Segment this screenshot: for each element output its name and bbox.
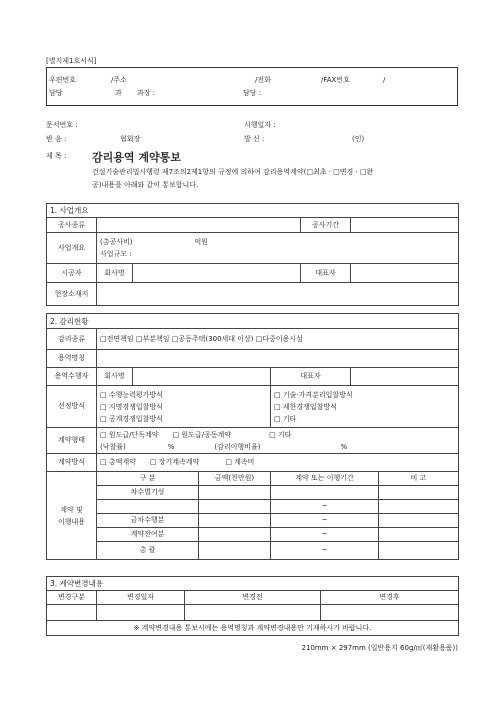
dept-label: 과 — [115, 89, 122, 97]
issue-date-label: 시행일자 : — [244, 121, 276, 129]
change-type-field[interactable] — [47, 605, 97, 621]
body-line-1: 건설기술관리법시행령 제7조의2제1항의 규정에 의하여 감리용역계약(□최초 · □변경 · □완 — [92, 168, 374, 176]
supervision-ratio-label: (감리이행비율) — [214, 442, 261, 451]
contact-label: 담당 — [49, 89, 63, 97]
subject-label: 제 목 : — [46, 152, 67, 160]
phone-label: /전화 — [255, 76, 271, 84]
section3-table — [46, 576, 459, 636]
contract-form-field[interactable] — [97, 428, 459, 454]
overview-label: 사업개요 — [47, 233, 97, 264]
amount-field[interactable] — [199, 542, 271, 560]
change-note: ※ 계약변경내용 통보시에는 용역명칭과 계약변경내용만 기재하시기 바랍니다. — [47, 621, 459, 636]
service-name-label: 용역명칭 — [47, 350, 97, 368]
content-header-period: 계약 또는 이행기간 — [271, 472, 379, 486]
construction-type-label: 공사종류 — [47, 218, 97, 233]
remarks-field[interactable] — [379, 514, 459, 528]
percent-sign: % — [340, 442, 348, 451]
method-option[interactable]: □ 총액계약 — [100, 458, 136, 466]
content-label-line1: 계약 및 — [60, 505, 83, 514]
content-row-label — [97, 500, 199, 514]
fax-slash: / — [383, 76, 386, 84]
staff-label: 담당 : — [243, 89, 262, 97]
change-date-field[interactable] — [97, 605, 185, 621]
change-date-header: 변경일자 — [97, 591, 185, 605]
period-tilde[interactable] — [271, 486, 379, 500]
zip-label: 우편번호 — [49, 76, 77, 84]
remarks-field[interactable] — [379, 528, 459, 542]
remarks-field[interactable] — [379, 542, 459, 560]
selection-option[interactable]: □ 기술·가격분리입찰방식 — [274, 390, 353, 399]
content-label-line2: 이행내용 — [57, 517, 86, 526]
period-tilde[interactable]: ~ — [271, 514, 379, 528]
after-change-header: 변경후 — [321, 591, 459, 605]
doc-number-label: 문서번호 : — [46, 121, 78, 129]
content-row-label: 총 괄 — [97, 542, 199, 560]
section1-title: 1. 사업개요 — [47, 204, 459, 218]
change-type-header: 변경구분 — [47, 591, 97, 605]
contract-form-label: 계약형태 — [47, 428, 97, 454]
owner-ceo-label: 대표자 — [301, 264, 351, 283]
contract-method-field[interactable] — [97, 454, 459, 472]
section1-table — [46, 203, 459, 306]
contract-form-option[interactable]: □ 기타 — [269, 430, 292, 439]
period-tilde[interactable]: ~ — [271, 500, 379, 514]
selection-option[interactable]: □ 제한경쟁입찰방식 — [274, 402, 337, 411]
recipient-value: 협회장 — [120, 135, 141, 143]
content-header-amount: 금액(천만원) — [199, 472, 271, 486]
address-label: /주소 — [111, 76, 127, 84]
construction-type-field[interactable] — [97, 218, 301, 233]
selection-option[interactable]: □ 공개경쟁입찰방식 — [100, 414, 163, 423]
supervision-type-label: 감리종류 — [47, 329, 97, 350]
cost-unit: 억원 — [194, 237, 209, 246]
recipient-label: 받 음 : — [46, 135, 67, 143]
content-row-label: 차수별기성 — [97, 486, 199, 500]
section3-title: 3. 계약변경내용 — [47, 577, 459, 591]
fax-label: /FAX번호 — [321, 76, 350, 84]
form-number: [별지제1호서식] — [46, 57, 97, 65]
seal-mark: (인) — [352, 135, 365, 143]
method-option[interactable]: □ 계속비 — [225, 458, 255, 466]
site-field[interactable] — [97, 283, 459, 306]
owner-ceo-field[interactable] — [351, 264, 459, 283]
address-box — [46, 67, 458, 106]
owner-label: 시공자 — [47, 264, 97, 283]
section2-table — [46, 313, 459, 560]
contract-content-label — [47, 472, 97, 560]
content-header-category: 구 분 — [97, 472, 199, 486]
total-cost-label: (총공사비) — [100, 237, 133, 246]
period-tilde[interactable]: ~ — [271, 542, 379, 560]
owner-company-field[interactable] — [133, 264, 301, 283]
overview-field[interactable] — [97, 233, 459, 264]
body-line-2: 공)내용을 아래와 같이 통보합니다. — [92, 181, 199, 189]
content-header-remarks: 비 고 — [379, 472, 459, 486]
selection-option[interactable]: □ 수행능력평가방식 — [100, 390, 163, 399]
supervision-type-options[interactable]: □전면책임 □부분책임 □공동주택(300세대 이상) □다중이용시설 — [97, 329, 459, 350]
period-field[interactable] — [351, 218, 459, 233]
amount-field[interactable] — [199, 528, 271, 542]
amount-field[interactable] — [199, 486, 271, 500]
document-title: 감리용역 계약통보 — [92, 151, 181, 164]
method-option[interactable]: □ 장기계속계약 — [149, 458, 200, 466]
selection-option[interactable]: □ 기타 — [274, 414, 297, 423]
owner-company-label: 회사명 — [97, 264, 133, 283]
remarks-field[interactable] — [379, 500, 459, 514]
contractor-company-label: 회사명 — [97, 368, 133, 386]
before-change-field[interactable] — [185, 605, 321, 621]
contractor-label: 용역수행자 — [47, 368, 97, 386]
service-name-field[interactable] — [97, 350, 459, 368]
content-row-label: 금차수행분 — [97, 514, 199, 528]
content-row-label: 계약잔여분 — [97, 528, 199, 542]
contract-method-label: 계약방식 — [47, 454, 97, 472]
paper-size-footer: 210mm × 297mm (일반용지 60g/㎡(재활용품)) — [301, 644, 458, 652]
selection-options-left[interactable] — [97, 386, 271, 428]
contract-form-option[interactable]: □ 원도급/단독계약 — [100, 430, 159, 439]
before-change-header: 변경전 — [185, 591, 321, 605]
period-label: 공사기간 — [301, 218, 351, 233]
bid-rate-label: (낙찰률) — [100, 442, 126, 451]
period-tilde[interactable]: ~ — [271, 528, 379, 542]
contract-form-option[interactable]: □ 원도급/공동계약 — [172, 430, 232, 439]
amount-field[interactable] — [199, 500, 271, 514]
contractor-ceo-field[interactable] — [351, 368, 459, 386]
sender-label: 발 신 : — [244, 135, 265, 143]
remarks-field[interactable] — [379, 486, 459, 500]
after-change-field[interactable] — [321, 605, 459, 621]
site-label: 현장소재지 — [47, 283, 97, 306]
scale-label: 사업규모 : — [100, 249, 132, 258]
amount-field[interactable] — [199, 514, 271, 528]
selection-label: 선정방식 — [47, 386, 97, 428]
contractor-ceo-label: 대표자 — [271, 368, 351, 386]
section2-title: 2. 감리현황 — [47, 314, 459, 329]
contractor-company-field[interactable] — [133, 368, 271, 386]
percent-sign: % — [167, 442, 175, 451]
manager-label: 과장 : — [137, 89, 156, 97]
selection-options-right[interactable] — [271, 386, 459, 428]
selection-option[interactable]: □ 지명경쟁입찰방식 — [100, 402, 163, 411]
